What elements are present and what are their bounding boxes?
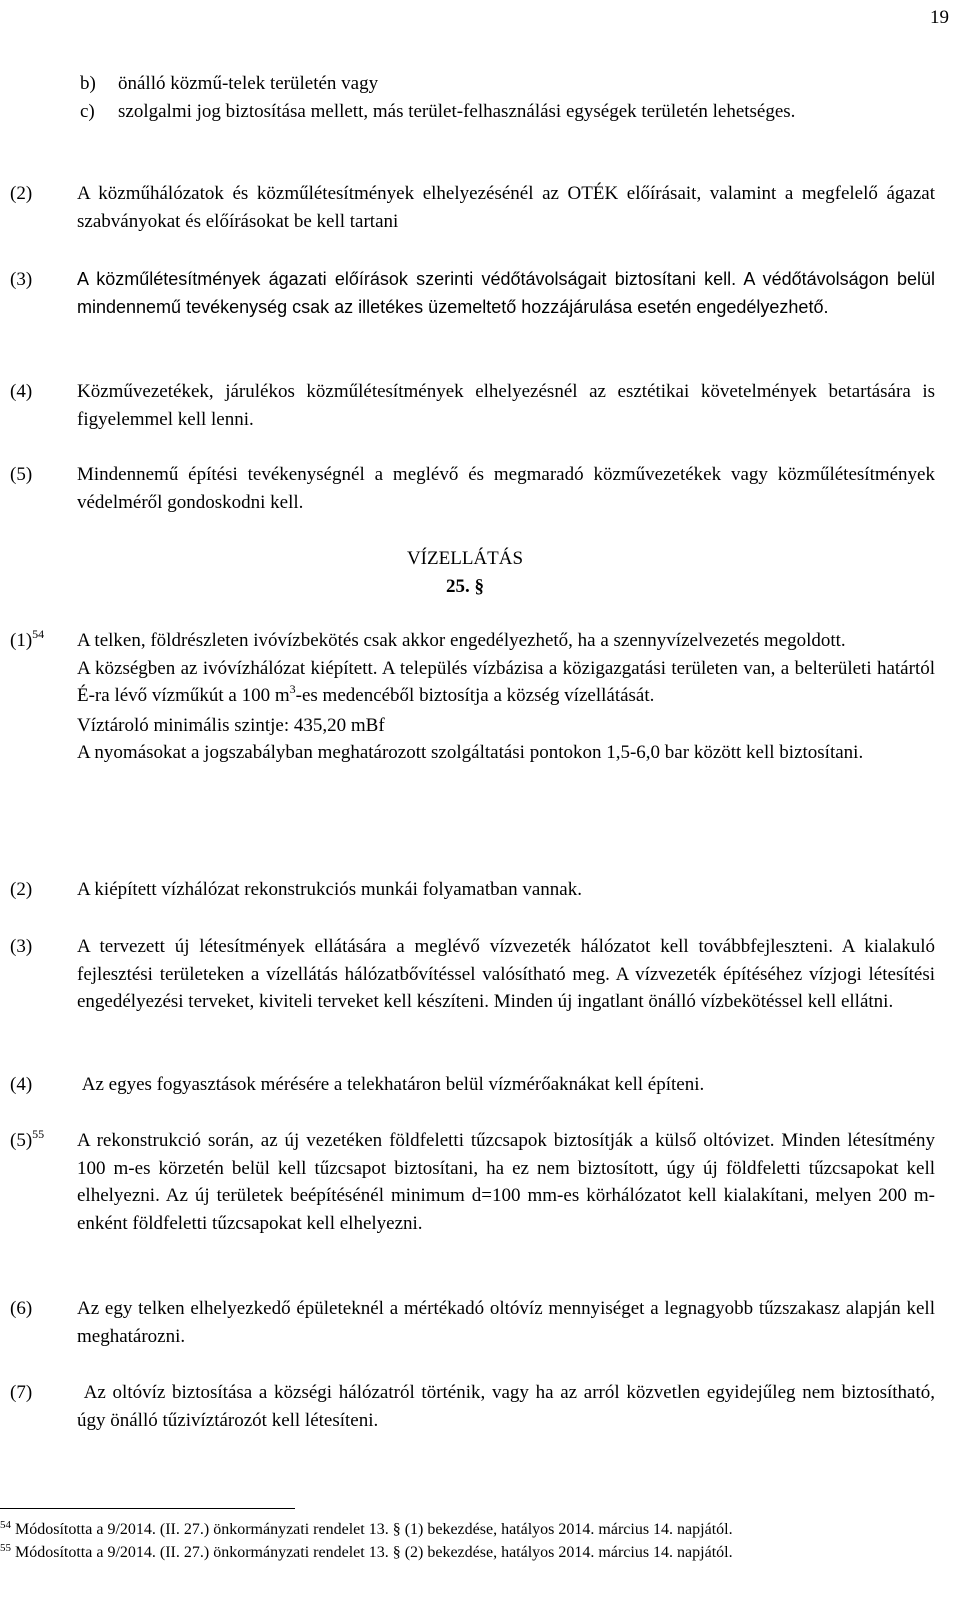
footnote-55 (0, 1543, 733, 1564)
paragraph-number: $(5)^{55}$ (10, 1127, 45, 1151)
paragraph-text: Az egy telken elhelyezkedő épületeknél a mértékadó oltóvíz mennyiséget a legnagyobb tűzszakasz alapján kell meghatározni. (77, 1298, 935, 1347)
paragraph-number: (4) (10, 381, 33, 402)
paragraph-text (77, 627, 935, 767)
paragraph-line: A telken, földrészleten ivóvízbekötés csak akkor engedélyezhető, ha a szennyvízelvezetés megoldott. (77, 630, 846, 651)
section-number: 25. § (446, 576, 484, 597)
paragraph-text: A közműlétesítmények ágazati előírások szerinti védőtávolságait biztosítani kell. A védőtávolságon belül mindennemű tevékenység csak az illetékes üzemeltető hozzájárulása esetén engedélyezhető. (77, 269, 935, 317)
footnote-number: 54 (0, 1519, 11, 1531)
footnote-number: 55 (0, 1542, 11, 1554)
paragraph-line: A nyomásokat a jogszabályban meghatározott szolgáltatási pontokon 1,5-6,0 bar között kell biztosítani. (77, 742, 864, 763)
footnote-text: Módosította a 9/2014. (II. 27.) önkormányzati rendelet 13. § (2) bekezdése, hatályos 2014. március 14. napjától. (11, 1544, 733, 1561)
paragraph-number: (4) (10, 1074, 33, 1095)
paragraph-number: (2) (10, 879, 33, 900)
paragraph-text: A rekonstrukció során, az új vezetéken földfeletti tűzcsapok biztosítják a külső oltóvizet. Minden létesítmény 100 m-es körzetén belül kell tűzcsapot biztosítani, ha ez nem biztosított, úgy új földfeletti tűzcsapokat kell elhelyezni. Az új területek beépítésénél minimum d=100 mm-es körhálózatot kell kialakítani, melyen 200 m-enként földfeletti tűzcsapokat kell elhelyezni. (77, 1130, 935, 1234)
list-item-text: szolgalmi jog biztosítása mellett, más terület-felhasználási egységek területén lehetséges. (118, 101, 796, 122)
paragraph-number: (2) (10, 183, 33, 204)
section-title: VÍZELLÁTÁS (406, 548, 524, 569)
list-item-text: önálló közmű-telek területén vagy (118, 73, 379, 94)
paragraph-number: (5) (10, 464, 33, 485)
paragraph-text: Az oltóvíz biztosítása a községi hálózatról történik, vagy ha az arról közvetlen egyidejűleg nem biztosítható, úgy önálló tűzivíztározót kell létesíteni. (77, 1382, 940, 1431)
paragraph-number: $(1)^{54}$ (10, 627, 45, 651)
footnote-ref: 55 (32, 1127, 45, 1141)
footnote-ref: 54 (32, 627, 45, 641)
paragraph-text: Mindennemű építési tevékenységnél a meglévő és megmaradó közművezetékek vagy közműlétesítmények védelméről gondoskodni kell. (77, 464, 935, 513)
list-item-label: b) (80, 73, 96, 94)
paragraph-text: Az egyes fogyasztások mérésére a telekhatáron belül vízmérőaknákat kell építeni. (77, 1074, 705, 1095)
paragraph-text: A közműhálózatok és közműlétesítmények elhelyezésénél az OTÉK előírásait, valamint a megfelelő ágazat szabványokat és előírásokat be kell tartani (77, 183, 935, 232)
footnote-text: Módosította a 9/2014. (II. 27.) önkormányzati rendelet 13. § (1) bekezdése, hatályos 2014. március 14. napjától. (11, 1521, 733, 1538)
paragraph-number: (6) (10, 1298, 33, 1319)
footnote-divider (0, 1508, 295, 1509)
paragraph-line: Víztároló minimális szintje: 435,20 mBf (77, 714, 385, 736)
paragraph-number: (7) (10, 1382, 33, 1403)
paragraph-line: A községben az ivóvízhálózat kiépített. A település vízbázisa a közigazgatási területen van, a belterületi határtól É-ra lévő vízműkút a 100 $m^3-es$ medencéből biztosítja a község vízellátását. (77, 657, 935, 706)
page-number: 19 (930, 7, 949, 28)
paragraph-text: A tervezett új létesítmények ellátására a meglévő vízvezeték hálózatot kell továbbfejleszteni. A kialakuló fejlesztési területeken a vízellátás hálózatbővítéssel valósítható meg. A vízvezeték építéséhez vízjogi létesítési engedélyezési terveket, kiviteli terveket kell készíteni. Minden új ingatlant önálló vízbekötéssel kell ellátni. (77, 936, 935, 1012)
list-item-label: c) (80, 101, 95, 122)
paragraph-text: A kiépített vízhálózat rekonstrukciós munkái folyamatban vannak. (77, 879, 582, 900)
paragraph-number: (3) (10, 269, 33, 290)
paragraph-number: (3) (10, 936, 33, 957)
paragraph-text: Közművezetékek, járulékos közműlétesítmények elhelyezésnél az esztétikai követelmények betartására is figyelemmel kell lenni. (77, 381, 935, 430)
footnote-54 (0, 1520, 733, 1541)
